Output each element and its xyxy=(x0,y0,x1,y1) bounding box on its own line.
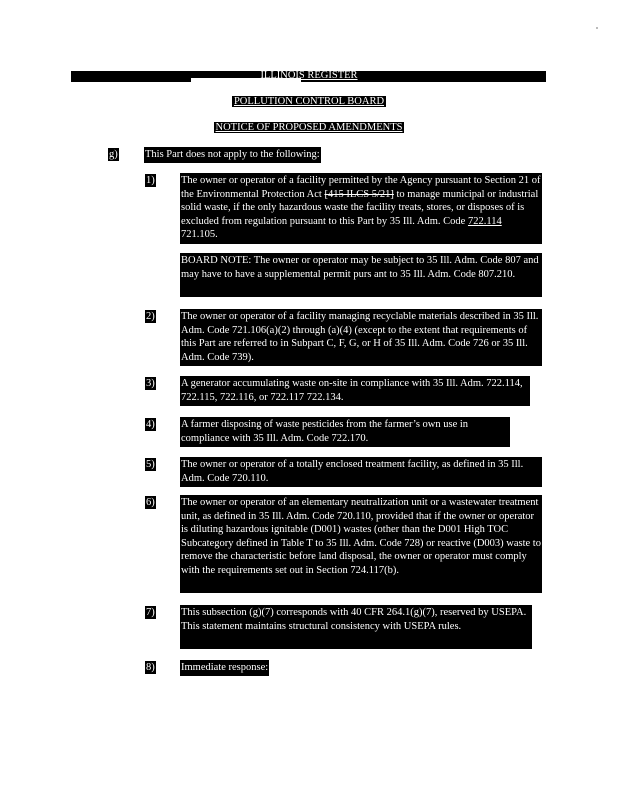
item-number: 4) xyxy=(146,419,155,430)
struck-citation: [415 ILCS 5/21] xyxy=(324,188,394,200)
section-label: g) xyxy=(109,149,118,160)
item-text: The owner or operator of an elementary neutralization unit or a wastewater treatment unit, as defined in 35 Ill. Adm. Code 720.110, provided that if the owner or operator is diluting hazardous ignitable (D001) wastes (other than the D001 High TOC Subcategory defined in Table T to 35 Ill. Adm. Code 728) or reactive (D003) waste to remove the characteristic before land disposal, the owner or operator must comply with the requirements set out in Section 724.117(b). xyxy=(180,495,542,593)
board-note: BOARD NOTE: The owner or operator may be subject to 35 Ill. Adm. Code 807 and may have to have a supplemental permit purs ant to 35 Ill. Adm. Code 807.210. xyxy=(180,253,542,297)
scan-speck xyxy=(596,27,598,29)
board-title: POLLUTION CONTROL BOARD xyxy=(233,96,385,107)
item-number: 3) xyxy=(146,378,155,389)
item-number: 6) xyxy=(146,497,155,508)
item-text: The owner or operator of a facility permitted by the Agency pursuant to Section 21 of the Environmental Protection Act [415 ILCS 5/21] to manage municipal or industrial solid waste, if the only hazardous waste the facility treats, stores, or disposes of is excluded from regulation pursuant to this Part by 35 Ill. Adm. Code 722.114 721.105. xyxy=(180,173,542,244)
item-text: A generator accumulating waste on-site in compliance with 35 Ill. Adm. 722.114, 722.115, 722.116, or 722.117 722.134. xyxy=(180,376,530,406)
item-number: 8) xyxy=(146,662,155,673)
item-number: 1) xyxy=(146,175,155,186)
item-text: This subsection (g)(7) corresponds with 40 CFR 264.1(g)(7), reserved by USEPA. This statement maintains structural consistency with USEPA rules. xyxy=(180,605,532,649)
item-number: 5) xyxy=(146,459,155,470)
item-text: A farmer disposing of waste pesticides from the farmer’s own use in compliance with 35 Ill. Adm. Code 722.170. xyxy=(180,417,510,447)
item-text: Immediate response: xyxy=(180,660,269,676)
notice-title: NOTICE OF PROPOSED AMENDMENTS xyxy=(215,122,403,133)
item-text: The owner or operator of a facility managing recyclable materials described in 35 Ill. Adm. Code 721.106(a)(2) through (a)(4) (except to the extent that requirements of this Part are referred to in Subpart C, F, G, or H of 35 Ill. Adm. Code 726 or 35 Ill. Adm. Code 739). xyxy=(180,309,542,366)
item-text: The owner or operator of a totally enclosed treatment facility, as defined in 35 Ill. Adm. Code 720.110. xyxy=(180,457,542,487)
section-intro: This Part does not apply to the following: xyxy=(144,147,321,163)
inserted-citation: 722.114 xyxy=(467,215,502,227)
item-number: 2) xyxy=(146,311,155,322)
register-title: ILLINOIS REGISTER xyxy=(260,70,358,81)
item-number: 7) xyxy=(146,607,155,618)
